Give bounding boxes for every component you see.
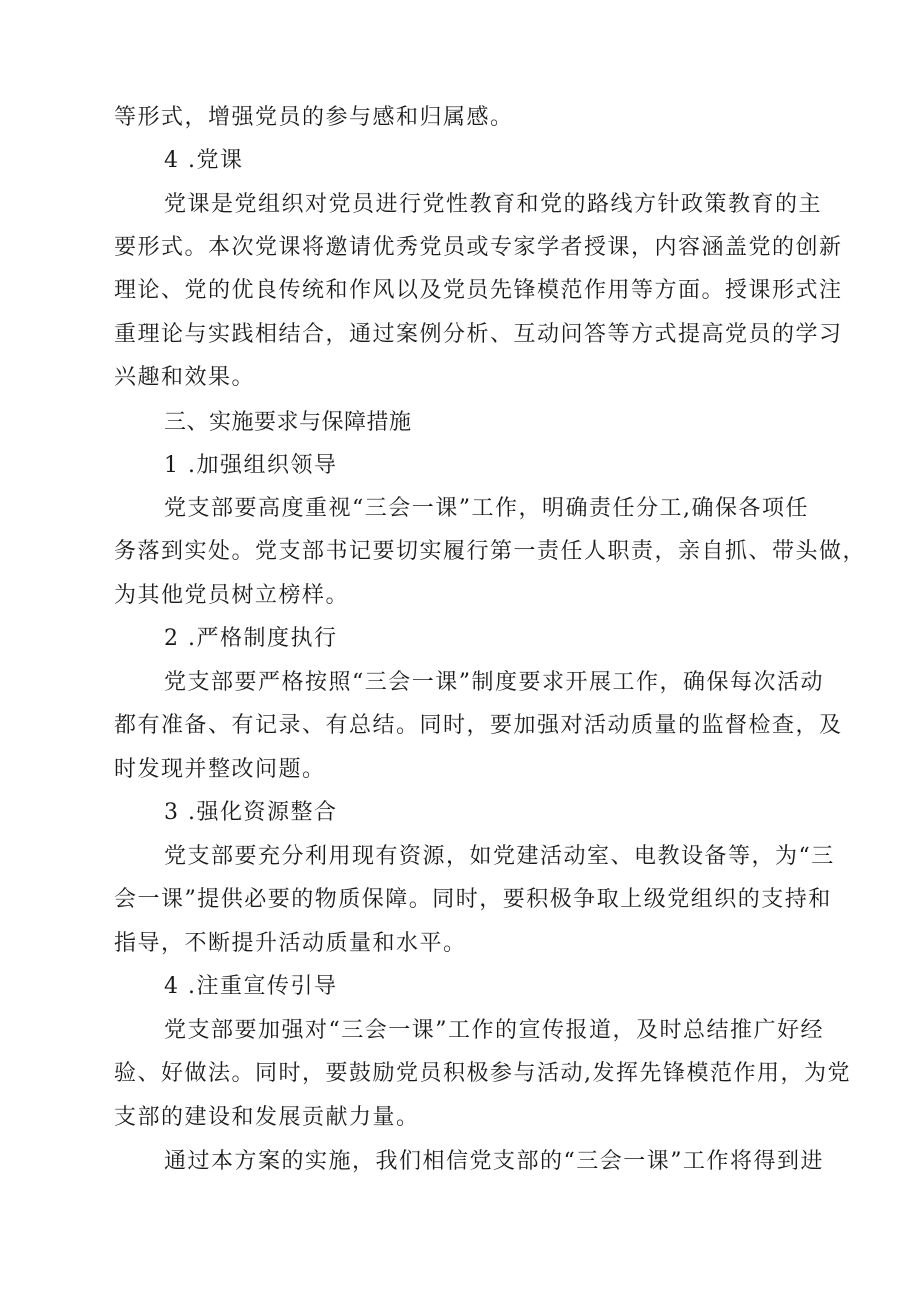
section-3-heading: 三、实施要求与保障措施 bbox=[164, 410, 412, 435]
req-1-text-line-2: 务落到实处。党支部书记要切实履行第一责任人职责，亲自抓、带头做， bbox=[114, 539, 867, 564]
paragraph-intro-tail: 等形式，增强党员的参与感和归属感。 bbox=[114, 105, 514, 130]
paragraph-party-lesson-line-5: 兴趣和效果。 bbox=[114, 365, 256, 390]
req-3-title: 3 .强化资源整合 bbox=[164, 800, 338, 825]
req-4-text-line-2: 验、好做法。同时，要鼓励党员积极参与活动,发挥先锋模范作用，为党 bbox=[114, 1061, 851, 1086]
paragraph-party-lesson-line-1: 党课是党组织对党员进行党性教育和党的路线方针政策教育的主 bbox=[164, 192, 823, 217]
req-3-text-line-3: 指导，不断提升活动质量和水平。 bbox=[114, 931, 467, 956]
req-3-text-line-2: 会一课”提供必要的物质保障。同时，要积极争取上级党组织的支持和 bbox=[114, 887, 832, 912]
req-1-title: 1 .加强组织领导 bbox=[164, 453, 338, 478]
paragraph-party-lesson-line-4: 重理论与实践相结合，通过案例分析、互动问答等方式提高党员的学习 bbox=[114, 322, 843, 347]
req-2-text-line-2: 都有准备、有记录、有总结。同时，要加强对活动质量的监督检查，及 bbox=[114, 713, 843, 738]
req-1-text-line-3: 为其他党员树立榜样。 bbox=[114, 583, 350, 608]
req-2-text-line-3: 时发现并整改问题。 bbox=[114, 757, 326, 782]
req-1-text-line-1: 党支部要高度重视“三会一课”工作，明确责任分工,确保各项任 bbox=[164, 496, 809, 521]
paragraph-party-lesson-line-3: 理论、党的优良传统和作风以及党员先锋模范作用等方面。授课形式注 bbox=[114, 278, 843, 303]
req-3-text-line-1: 党支部要充分利用现有资源，如党建活动室、电教设备等，为“三 bbox=[164, 844, 835, 869]
req-4-text-line-1: 党支部要加强对“三会一课”工作的宣传报道，及时总结推广好经 bbox=[164, 1018, 824, 1043]
item-4-title: 4 .党课 bbox=[164, 148, 244, 173]
req-4-text-line-3: 支部的建设和发展贡献力量。 bbox=[114, 1105, 420, 1130]
paragraph-conclusion: 通过本方案的实施，我们相信党支部的“三会一课”工作将得到进 bbox=[164, 1149, 824, 1174]
req-2-text-line-1: 党支部要严格按照“三会一课”制度要求开展工作，确保每次活动 bbox=[164, 670, 824, 695]
paragraph-party-lesson-line-2: 要形式。本次党课将邀请优秀党员或专家学者授课，内容涵盖党的创新 bbox=[114, 235, 843, 260]
req-4-title: 4 .注重宣传引导 bbox=[164, 974, 338, 999]
req-2-title: 2 .严格制度执行 bbox=[164, 626, 338, 651]
